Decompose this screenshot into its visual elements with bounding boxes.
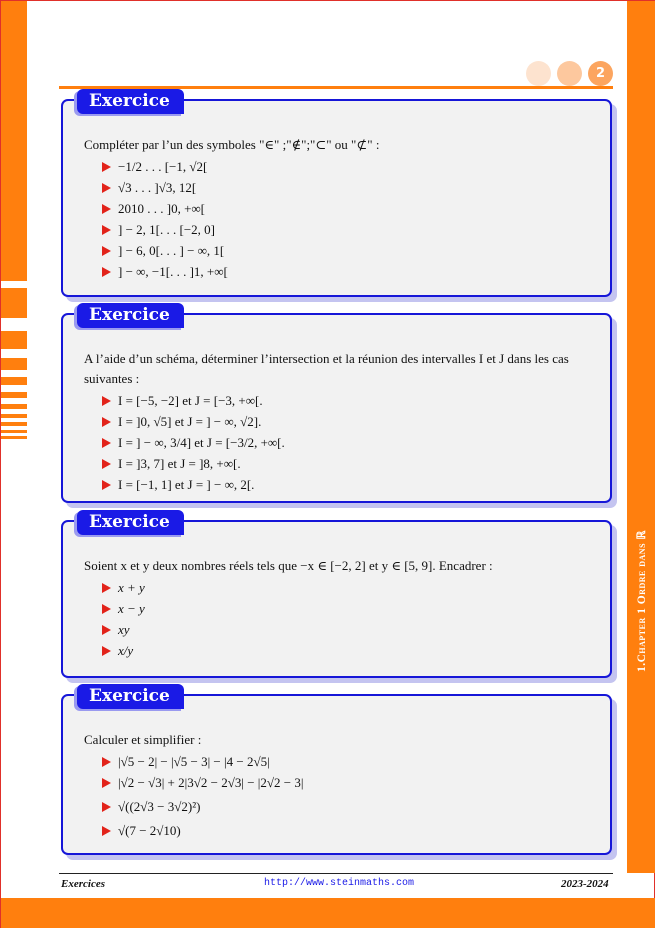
exercise-body xyxy=(84,349,596,496)
triangle-bullet-icon xyxy=(102,778,111,788)
item-text: I = ]3, 7] et J = ]8, +∞[. xyxy=(118,456,241,471)
footer-website-link[interactable]: http://www.steinmaths.com xyxy=(264,878,415,889)
triangle-bullet-icon xyxy=(102,267,111,277)
list-item xyxy=(102,220,596,240)
item-text: 2010 . . . ]0, +∞[ xyxy=(118,201,206,216)
list-item xyxy=(102,241,596,261)
triangle-bullet-icon xyxy=(102,204,111,214)
triangle-bullet-icon xyxy=(102,459,111,469)
exercise-box-3 xyxy=(61,512,612,678)
item-text: I = [−1, 1] et J = ] − ∞, 2[. xyxy=(118,477,255,492)
left-stripe xyxy=(1,358,27,370)
triangle-bullet-icon xyxy=(102,396,111,406)
left-stripe xyxy=(1,414,27,418)
triangle-bullet-icon xyxy=(102,162,111,172)
exercise-tab: Exercice xyxy=(77,89,184,114)
exercise-box-1 xyxy=(61,91,612,297)
item-text: xy xyxy=(118,622,130,637)
triangle-bullet-icon xyxy=(102,583,111,593)
exercise-body xyxy=(84,135,596,283)
page-number-badge xyxy=(588,61,613,86)
triangle-bullet-icon xyxy=(102,802,111,812)
footer-rule xyxy=(59,873,613,874)
exercise-body xyxy=(84,556,596,662)
exercise-instruction: Compléter par l’un des symboles "∈" ;"∉";"⊂" ou "⊄" : xyxy=(84,137,380,152)
left-stripe xyxy=(1,392,27,398)
bottom-orange-band xyxy=(1,898,655,928)
exercise-box-2 xyxy=(61,305,612,503)
triangle-bullet-icon xyxy=(102,417,111,427)
list-item xyxy=(102,821,596,841)
left-stripe xyxy=(1,377,27,385)
left-stripe xyxy=(1,288,27,318)
item-text: √(7 − 2√10) xyxy=(118,823,181,838)
list-item xyxy=(102,178,596,198)
triangle-bullet-icon xyxy=(102,646,111,656)
footer-year: 2023-2024 xyxy=(561,878,609,890)
exercise-instruction: A l’aide d’un schéma, déterminer l’intersection et la réunion des intervalles I et J dans les cas suivantes : xyxy=(84,351,569,386)
list-item xyxy=(102,773,596,793)
list-item xyxy=(102,262,596,282)
list-item xyxy=(102,797,596,817)
item-text: √3 . . . ]√3, 12[ xyxy=(118,180,197,195)
item-text: I = ]0, √5] et J = ] − ∞, √2]. xyxy=(118,414,262,429)
triangle-bullet-icon xyxy=(102,625,111,635)
left-stripe xyxy=(1,404,27,409)
left-stripe xyxy=(1,422,27,426)
list-item xyxy=(102,599,596,619)
exercise-item-list xyxy=(102,578,596,661)
footer-section-label: Exercices xyxy=(61,878,105,890)
triangle-bullet-icon xyxy=(102,183,111,193)
chapter-side-band xyxy=(627,1,655,873)
list-item xyxy=(102,641,596,661)
list-item xyxy=(102,475,596,495)
list-item xyxy=(102,412,596,432)
left-stripe xyxy=(1,430,27,433)
exercise-instruction: Soient x et y deux nombres réels tels que −x ∈ [−2, 2] et y ∈ [5, 9]. Encadrer : xyxy=(84,558,493,573)
item-text: ] − 2, 1[. . . [−2, 0] xyxy=(118,222,215,237)
exercise-box-4 xyxy=(61,686,612,855)
triangle-bullet-icon xyxy=(102,757,111,767)
left-stripe xyxy=(1,436,27,439)
list-item xyxy=(102,454,596,474)
page-number: 2 xyxy=(595,66,606,81)
exercise-tab: Exercice xyxy=(77,303,184,328)
list-item xyxy=(102,578,596,598)
item-text: |√5 − 2| − |√5 − 3| − |4 − 2√5| xyxy=(118,754,270,769)
item-text: I = ] − ∞, 3/4] et J = [−3/2, +∞[. xyxy=(118,435,285,450)
item-text: |√2 − √3| + 2|3√2 − 2√3| − |2√2 − 3| xyxy=(118,775,304,790)
item-text: ] − ∞, −1[. . . ]1, +∞[ xyxy=(118,264,228,279)
left-stripe xyxy=(1,331,27,349)
triangle-bullet-icon xyxy=(102,826,111,836)
list-item xyxy=(102,752,596,772)
triangle-bullet-icon xyxy=(102,438,111,448)
left-orange-strip xyxy=(1,1,27,281)
list-item xyxy=(102,199,596,219)
item-text: I = [−5, −2] et J = [−3, +∞[. xyxy=(118,393,263,408)
exercise-instruction: Calculer et simplifier : xyxy=(84,732,202,747)
item-text: x/y xyxy=(118,643,134,658)
exercise-tab: Exercice xyxy=(77,510,184,535)
triangle-bullet-icon xyxy=(102,480,111,490)
triangle-bullet-icon xyxy=(102,225,111,235)
list-item xyxy=(102,157,596,177)
list-item xyxy=(102,391,596,411)
exercise-item-list xyxy=(102,752,596,841)
item-text: x − y xyxy=(118,601,145,616)
triangle-bullet-icon xyxy=(102,604,111,614)
exercise-tab: Exercice xyxy=(77,684,184,709)
exercise-body xyxy=(84,730,596,842)
item-text: ] − 6, 0[. . . ] − ∞, 1[ xyxy=(118,243,225,258)
chapter-side-label xyxy=(627,501,655,701)
header-dot-medium xyxy=(557,61,582,86)
item-text: x + y xyxy=(118,580,145,595)
header-dot-light xyxy=(526,61,551,86)
triangle-bullet-icon xyxy=(102,246,111,256)
item-text: −1/2 . . . [−1, √2[ xyxy=(118,159,208,174)
chapter-side-text: 1.Chapter 1 Ordre dans ℝ xyxy=(636,529,649,673)
item-text: √((2√3 − 3√2)²) xyxy=(118,799,201,814)
exercise-item-list xyxy=(102,157,596,282)
list-item xyxy=(102,620,596,640)
exercise-item-list xyxy=(102,391,596,495)
list-item xyxy=(102,433,596,453)
